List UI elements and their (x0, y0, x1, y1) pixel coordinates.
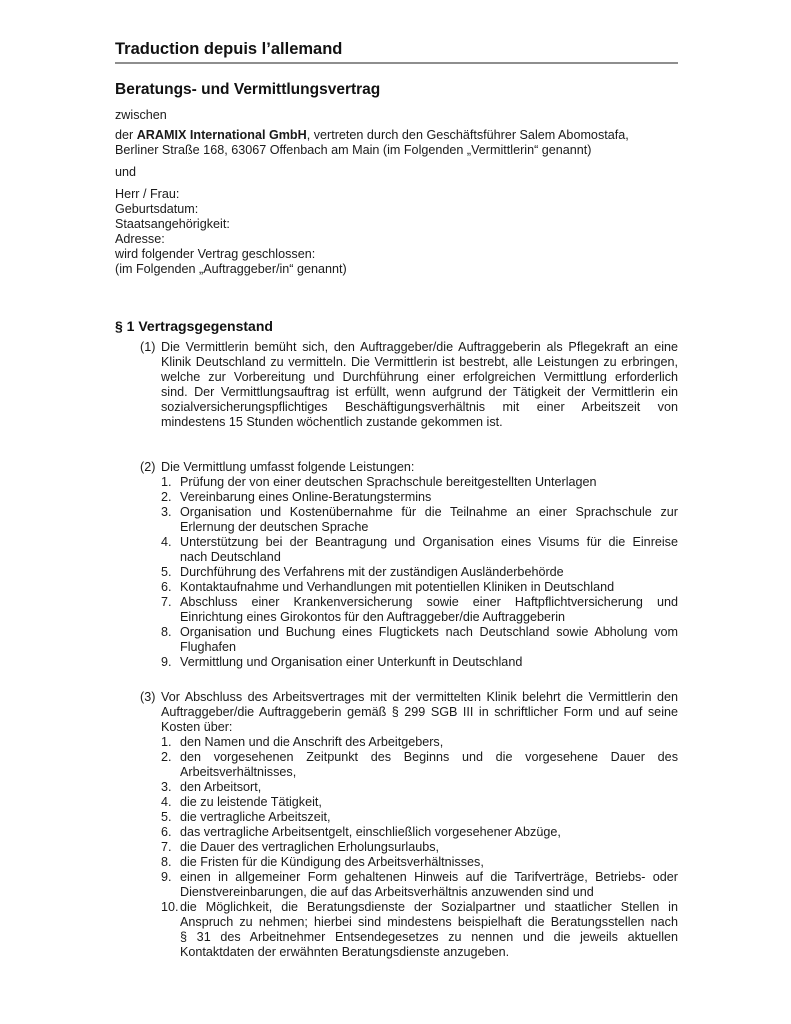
clause-1-body (161, 340, 678, 430)
list-item (161, 595, 678, 625)
item-text: Flughafen (180, 640, 237, 654)
clause-3 (140, 690, 678, 960)
clause-2-number: (2) (140, 460, 156, 474)
list-item (161, 795, 678, 810)
list-item (161, 535, 678, 565)
list-item (161, 580, 678, 595)
item-text: Anspruch zu nehmen; hierbei sind mindestens beispielhaft die Beratungsstellen nach (180, 915, 678, 929)
item-text: Durchführung des Verfahrens mit der zuständigen Ausländerbehörde (180, 565, 564, 579)
clause-1-line: welche zur Vorbereitung und Durchführung einer erfolgreichen Vermittlung erforderlich (161, 370, 678, 384)
item-text: Erlernung der deutschen Sprache (180, 520, 369, 534)
item-text: die Fristen für die Kündigung des Arbeitsverhältnisses, (180, 855, 484, 869)
item-text: Arbeitsverhältnisses, (180, 765, 297, 779)
item-number: 5. (161, 810, 172, 824)
clause-3-intro-line: Vor Abschluss des Arbeitsvertrages mit der vermittelten Klinik belehrt die Vermittlerin den (161, 690, 678, 704)
item-number: 5. (161, 565, 172, 579)
item-number: 1. (161, 735, 172, 749)
clause-1-line: Die Vermittlerin bemüht sich, den Auftraggeber/die Auftraggeberin als Pflegekraft an eine (161, 340, 678, 354)
information-list (161, 735, 678, 960)
translation-header: Traduction depuis l’allemand (115, 40, 343, 58)
item-number: 7. (161, 595, 172, 609)
services-list (161, 475, 678, 670)
item-number: 9. (161, 870, 172, 884)
clause-1-line: sind. Der Vermittlungsauftrag ist erfüllt, wenn aufgrund der Tätigkeit der Vermittlerin ein (161, 385, 678, 399)
document-title: Beratungs- und Vermittlungsvertrag (115, 81, 381, 98)
clause-3-body (161, 690, 678, 960)
item-number: 3. (161, 505, 172, 519)
list-item (161, 840, 678, 855)
item-number: 8. (161, 855, 172, 869)
item-number: 10. (161, 900, 179, 914)
item-number: 1. (161, 475, 172, 489)
section-1-title: § 1 Vertragsgegenstand (115, 318, 273, 334)
clause-1-line: mindestens 15 Stunden wöchentlich zustande gekommen ist. (161, 415, 503, 429)
party2-name-field: Herr / Frau: (115, 187, 180, 201)
clause-3-number: (3) (140, 690, 156, 704)
contract-concluded-text: wird folgender Vertrag geschlossen: (115, 247, 316, 261)
clause-3-intro-line: Auftraggeber/die Auftraggeberin gemäß § 299 SGB III in schriftlicher Form und auf seine (161, 705, 678, 719)
item-number: 9. (161, 655, 172, 669)
item-text: Kontaktdaten der erwähnten Beratungsdienste anzugeben. (180, 945, 510, 959)
item-text: Einrichtung eines Girokontos für den Auftraggeber/die Auftraggeberin (180, 610, 566, 624)
clause-2-body (161, 460, 678, 670)
list-item (161, 475, 678, 490)
item-number: 4. (161, 795, 172, 809)
list-item (161, 780, 678, 795)
party1-line2: Berliner Straße 168, 63067 Offenbach am Main (im Folgenden „Vermittlerin“ genannt) (115, 143, 592, 157)
item-text: die Möglichkeit, die Beratungsdienste der Sozialpartner und staatlicher Stellen in (180, 900, 678, 914)
clause-1 (140, 340, 678, 430)
item-text: Prüfung der von einer deutschen Sprachschule bereitgestellten Unterlagen (180, 475, 597, 489)
list-item (161, 855, 678, 870)
list-item (161, 870, 678, 900)
item-text: einen in allgemeiner Form gehaltenen Hinweis auf die Tarifverträge, Betriebs- oder (180, 870, 678, 884)
item-text: nach Deutschland (180, 550, 281, 564)
clause-1-number: (1) (140, 340, 156, 354)
clause-3-intro-line: Kosten über: (161, 720, 233, 734)
party2-birthdate-field: Geburtsdatum: (115, 202, 199, 216)
list-item (161, 825, 678, 840)
party2-address-field: Adresse: (115, 232, 165, 246)
header-divider (115, 62, 678, 64)
item-text: den vorgesehenen Zeitpunkt des Beginns und die vorgesehene Dauer des (180, 750, 678, 764)
item-number: 6. (161, 580, 172, 594)
party2-designation: (im Folgenden „Auftraggeber/in“ genannt) (115, 262, 347, 276)
list-item (161, 655, 678, 670)
item-text: das vertragliche Arbeitsentgelt, einschließlich vorgesehener Abzüge, (180, 825, 561, 839)
clause-1-line: sozialversicherungspflichtiges Beschäftigungsverhältnis mit einer Arbeitszeit von (161, 400, 678, 414)
list-item (161, 900, 678, 960)
item-text: Vereinbarung eines Online-Beratungstermins (180, 490, 432, 504)
item-number: 8. (161, 625, 172, 639)
item-text: Kontaktaufnahme und Verhandlungen mit potentiellen Kliniken in Deutschland (180, 580, 615, 594)
list-item (161, 565, 678, 580)
list-item (161, 735, 678, 750)
item-text: die Dauer des vertraglichen Erholungsurlaubs, (180, 840, 440, 854)
clause-2-intro: Die Vermittlung umfasst folgende Leistungen: (161, 460, 415, 474)
between-text: zwischen (115, 108, 167, 122)
item-text: Vermittlung und Organisation einer Unterkunft in Deutschland (180, 655, 523, 669)
item-number: 2. (161, 490, 172, 504)
party1-line1 (115, 128, 629, 143)
item-text: den Namen und die Anschrift des Arbeitgebers, (180, 735, 444, 749)
item-text: Organisation und Kostenübernahme für die Teilnahme an einer Sprachschule zur (180, 505, 678, 519)
item-number: 7. (161, 840, 172, 854)
item-number: 3. (161, 780, 172, 794)
clause-2 (140, 460, 678, 670)
item-number: 6. (161, 825, 172, 839)
item-text: § 31 des Arbeitnehmer Entsendegesetzes zu nennen und die jeweils aktuellen (180, 930, 678, 944)
party1-line1-rest: , vertreten durch den Geschäftsführer Salem Abomostafa, (306, 128, 629, 142)
list-item (161, 810, 678, 825)
list-item (161, 750, 678, 780)
item-text: die zu leistende Tätigkeit, (180, 795, 322, 809)
item-text: Organisation und Buchung eines Flugtickets nach Deutschland sowie Abholung vom (180, 625, 678, 639)
item-text: die vertragliche Arbeitszeit, (180, 810, 331, 824)
item-number: 2. (161, 750, 172, 764)
item-number: 4. (161, 535, 172, 549)
and-text: und (115, 165, 137, 179)
item-text: Dienstvereinbarungen, die auf das Arbeitsverhältnis anzuwenden sind und (180, 885, 594, 899)
party2-nationality-field: Staatsangehörigkeit: (115, 217, 230, 231)
item-text: Unterstützung bei der Beantragung und Organisation eines Visums für die Einreise (180, 535, 678, 549)
list-item (161, 490, 678, 505)
list-item (161, 625, 678, 655)
list-item (161, 505, 678, 535)
clause-1-line: Klinik Deutschland zu vermitteln. Die Vermittlerin ist bestrebt, alle Leistungen zu erbringen, (161, 355, 678, 369)
party1-prefix: der (115, 128, 137, 142)
item-text: Abschluss einer Krankenversicherung sowie einer Haftpflichtversicherung und (180, 595, 678, 609)
item-text: den Arbeitsort, (180, 780, 262, 794)
party1-name: ARAMIX International GmbH (136, 128, 307, 142)
